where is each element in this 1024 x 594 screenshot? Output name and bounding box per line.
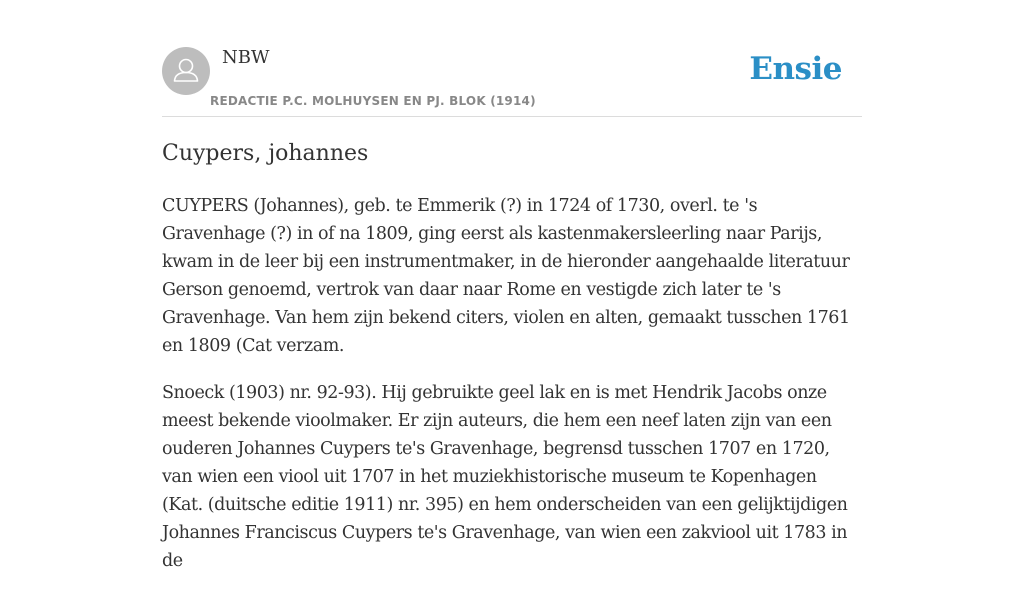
header <box>162 0 862 117</box>
article-title: Cuypers, johannes <box>162 141 369 166</box>
article-paragraph: Snoeck (1903) nr. 92-93). Hij gebruikte geel lak en is met Hendrik Jacobs onze meest bekende vioolmaker. Er zijn auteurs, die hem een neef laten zijn van een ouderen Johannes Cuypers te's Gravenhage, begrensd tusschen 1707 en 1720, van wien een viool uit 1707 in het muziekhistorische museum te Kopenhagen (Kat. (duitsche editie 1911) nr. 395) en hem onderscheiden van een gelijktijdigen Johannes Franciscus Cuypers te's Gravenhage, van wien een zakviool uit 1783 in de <box>162 383 848 571</box>
brand-logo[interactable]: Ensie <box>749 51 842 87</box>
author-subtitle: REDACTIE P.C. MOLHUYSEN EN PJ. BLOK (1914) <box>210 94 536 108</box>
article-body <box>162 192 862 594</box>
article-paragraph: CUYPERS (Johannes), geb. te Emmerik (?) in 1724 of 1730, overl. te 's Gravenhage (?) in of na 1809, ging eerst als kastenmakersleerling naar Parijs, kwam in de leer bij een instrumentmaker, in de hieronder aangehaalde literatuur Gerson genoemd, vertrok van daar naar Rome en vestigde zich later te 's Gravenhage. Van hem zijn bekend citers, violen en alten, gemaakt tusschen 1761 en 1809 (Cat verzam. <box>162 196 850 356</box>
author-avatar[interactable] <box>162 47 210 95</box>
user-silhouette-icon <box>162 47 210 95</box>
author-name[interactable]: NBW <box>222 47 270 68</box>
